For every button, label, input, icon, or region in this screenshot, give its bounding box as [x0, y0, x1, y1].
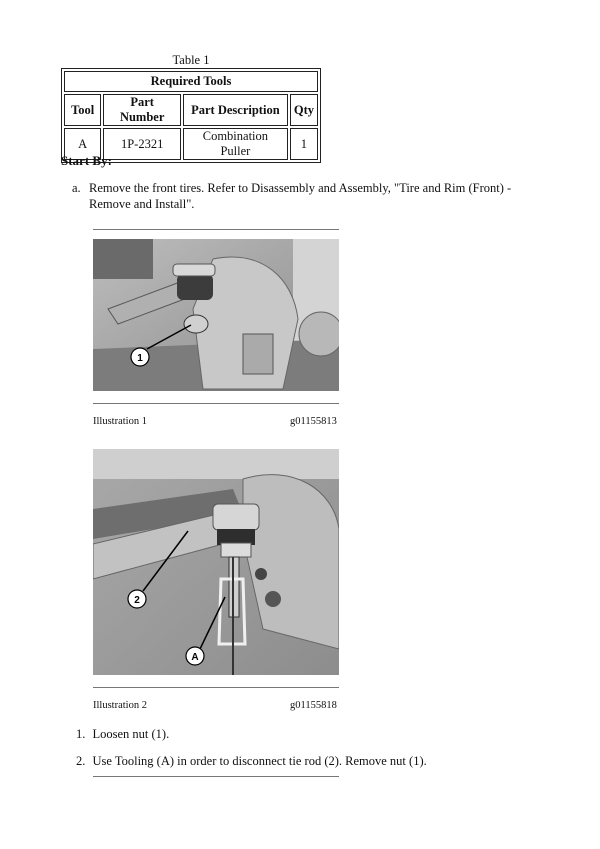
- callout-label: 2: [134, 595, 140, 606]
- step-1: [76, 727, 169, 742]
- table-header: Part Description: [183, 94, 288, 126]
- step-text: Loosen nut (1).: [92, 727, 170, 741]
- table-cell: 1: [290, 128, 318, 160]
- step-text: Use Tooling (A) in order to disconnect tie rod (2). Remove nut (1).: [92, 754, 427, 768]
- divider: [93, 687, 339, 688]
- illustration-label: Illustration 1: [93, 416, 147, 427]
- illustration-1-image: [93, 239, 339, 391]
- start-by-heading: Start By:: [61, 153, 112, 168]
- illustration-2-photo: [93, 449, 339, 675]
- illustration-1-photo: [93, 239, 339, 391]
- step-number: 1.: [76, 727, 86, 741]
- table-header: Tool: [64, 94, 101, 126]
- illustration-2-image: [93, 449, 339, 675]
- table-caption: Table 1: [172, 53, 210, 67]
- step-text: Remove the front tires. Refer to Disassembly and Assembly, "Tire and Rim (Front) - Remove and Install".: [89, 181, 512, 211]
- start-by-step: [72, 180, 532, 212]
- step-2: [76, 754, 427, 769]
- required-tools-table: [61, 68, 321, 163]
- divider: [93, 776, 339, 777]
- divider: [93, 229, 339, 230]
- step-marker: a.: [72, 181, 81, 195]
- callout-label: 1: [137, 353, 143, 364]
- table-title: Required Tools: [64, 71, 318, 92]
- table-header: Part Number: [103, 94, 181, 126]
- callout-label: A: [191, 652, 199, 663]
- illustration-code: g01155813: [290, 416, 337, 427]
- illustration-code: g01155818: [290, 700, 337, 711]
- table-cell: A: [64, 128, 101, 160]
- table-header: Qty: [290, 94, 318, 126]
- divider: [93, 403, 339, 404]
- table-cell: Combination Puller: [183, 128, 288, 160]
- illustration-label: Illustration 2: [93, 700, 147, 711]
- step-number: 2.: [76, 754, 86, 768]
- table-cell: 1P-2321: [103, 128, 181, 160]
